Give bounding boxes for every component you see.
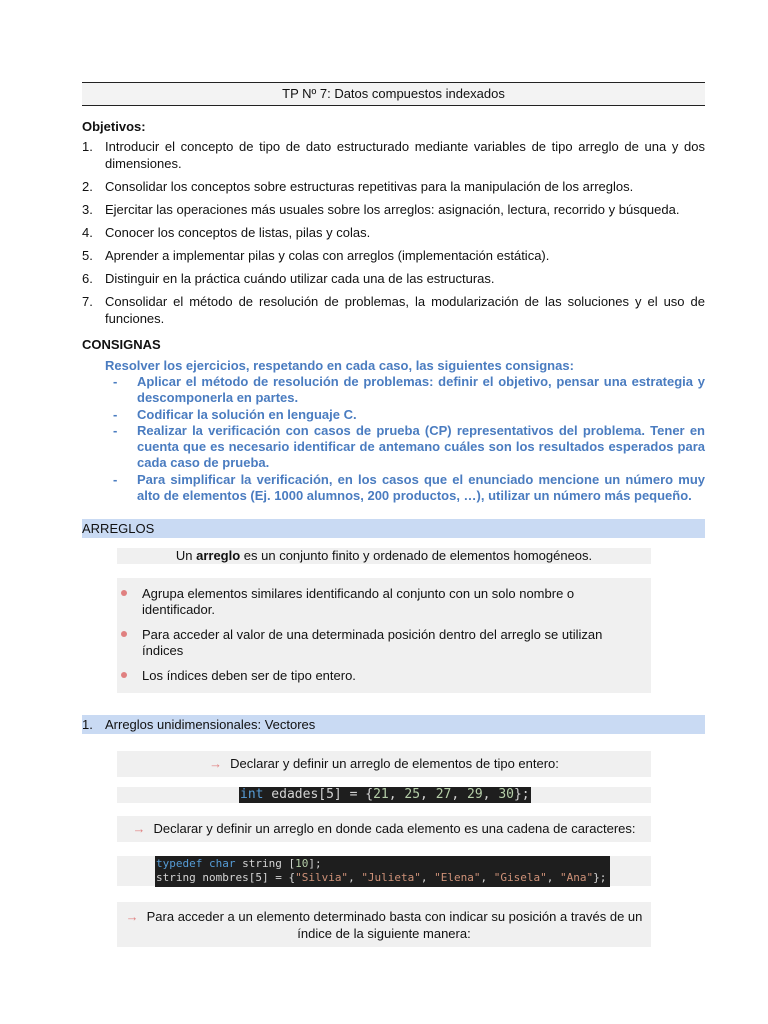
item-text: Realizar la verificación con casos de prueba (CP) representativos del problema. Tener en cuenta que es necesario identificar de antemano cuáles son los resultados esperados para cada caso de prueba. [137,422,705,471]
bullet-item [117,627,651,659]
code-keyword: int [240,787,264,803]
code-string: "Gisela" [493,871,547,885]
item-number: 4. [82,225,93,240]
code-snippet [155,856,610,887]
bullet-text: Agrupa elementos similares identificando al conjunto con un solo nombre o identificador. [142,586,575,618]
code-string: "Ana" [560,871,594,885]
item-text: Aplicar el método de resolución de problemas: definir el objetivo, pensar una estrategia y descomponerla en partes. [137,374,705,406]
item-text: Consolidar el método de resolución de problemas, la modularización de las soluciones y el uso de funciones. [105,294,705,326]
item-number: 6. [82,271,93,286]
bullet-dot-icon [121,590,127,596]
definition-box [117,548,651,564]
item-text: Codificar la solución en lenguaje C. [137,406,357,422]
item-number: 3. [82,202,93,217]
step-text: Para acceder a un elemento determinado basta con indicar su posición a través de un índice de la siguiente manera: [146,909,643,942]
arrow-right-icon: → [209,756,223,772]
list-item [82,224,705,241]
dash-marker: - [113,374,118,389]
consignas-heading: CONSIGNAS [82,337,161,352]
arreglos-bullets [117,578,651,693]
code-text: string nombres[5] = { [156,871,296,885]
step-access-element [117,902,651,947]
bullet-text: Los índices deben ser de tipo entero. [142,668,356,684]
dash-marker: - [113,422,118,438]
item-number: 5. [82,248,93,263]
list-item [105,407,705,423]
bullet-item [117,668,651,684]
code-number: 30 [498,787,514,803]
objetivos-heading: Objetivos: [82,119,146,134]
item-text: Consolidar los conceptos sobre estructuras repetitivas para la manipulación de los arreglos. [105,179,634,194]
step-declare-strings [117,816,651,842]
step-declare-int [117,751,651,777]
code-string: "Julieta" [361,871,421,885]
document-page [82,82,705,947]
item-number: 1. [82,139,93,154]
code-snippet [239,787,531,803]
code-number: 27 [435,787,452,803]
code-sep: , [482,787,499,803]
step-text: Declarar y definir un arreglo de elementos de tipo entero: [230,756,559,772]
code-sep: , [451,787,467,803]
code-sep: , [420,871,435,885]
item-text: Ejercitar las operaciones más usuales sobre los arreglos: asignación, lectura, recorrido y búsqueda. [105,202,680,217]
code-text: }; [513,787,530,803]
code-sep: , [388,787,405,803]
code-keyword: char [208,857,236,871]
list-item [105,472,705,505]
code-number: 10 [295,857,309,871]
vectores-band [82,715,705,734]
code-int-array [117,787,651,803]
page-title: TP Nº 7: Datos compuestos indexados [82,82,705,106]
arrow-right-icon: → [132,821,146,837]
list-item [82,270,705,287]
code-number: 29 [467,787,483,803]
code-keyword: typedef [156,857,203,871]
section-number: 1. [82,717,93,733]
dash-marker: - [113,471,118,487]
list-item [105,423,705,472]
code-string-array [117,856,651,886]
definition-post: es un conjunto finito y ordenado de elementos homogéneos. [240,548,593,564]
list-item [82,138,705,172]
dash-marker: - [113,406,118,422]
list-item [105,374,705,407]
definition-term: arreglo [196,548,241,564]
item-text: Introducir el concepto de tipo de dato estructurado mediante variables de tipo arreglo de una y dos dimensiones. [105,139,705,171]
code-string: "Elena" [434,871,481,885]
code-text: string [ [235,857,296,871]
definition-pre: Un [175,548,197,564]
bullet-item [117,586,651,618]
code-number: 21 [373,787,389,803]
code-string: "Silvia" [295,871,349,885]
consignas-intro: Resolver los ejercicios, respetando en cada caso, las siguientes consignas: [105,358,574,373]
item-text: Aprender a implementar pilas y colas con arreglos (implementación estática). [105,248,550,263]
code-text: }; [593,871,607,885]
item-text: Distinguir en la práctica cuándo utilizar cada una de las estructuras. [105,271,495,286]
arrow-right-icon: → [125,909,139,925]
item-text: Conocer los conceptos de listas, pilas y colas. [105,225,371,240]
code-sep: , [480,871,494,885]
list-item [82,247,705,264]
code-sep: , [420,787,436,803]
list-item [82,293,705,327]
list-item [82,178,705,195]
item-number: 7. [82,294,93,309]
code-number: 25 [404,787,421,803]
item-text: Para simplificar la verificación, en los casos que el enunciado mencione un número muy alto de elementos (Ej. 1000 alumnos, 200 productos, …), utilizar un número más pequeño. [137,471,705,504]
code-sep: , [348,871,362,885]
section-title: Arreglos unidimensionales: Vectores [105,717,316,733]
bullet-text: Para acceder al valor de una determinada posición dentro del arreglo se utilizan índices [142,627,603,659]
bullet-dot-icon [121,631,127,637]
bullet-dot-icon [121,672,127,678]
code-text: ]; [308,857,322,871]
list-item [82,201,705,218]
arreglos-band: ARREGLOS [82,519,705,538]
code-sep: , [546,871,561,885]
code-text: edades[5] = { [263,787,374,803]
objetivos-list [82,138,705,327]
consignas-list [105,374,705,504]
item-number: 2. [82,179,93,194]
step-text: Declarar y definir un arreglo en donde cada elemento es una cadena de caracteres: [153,821,636,837]
